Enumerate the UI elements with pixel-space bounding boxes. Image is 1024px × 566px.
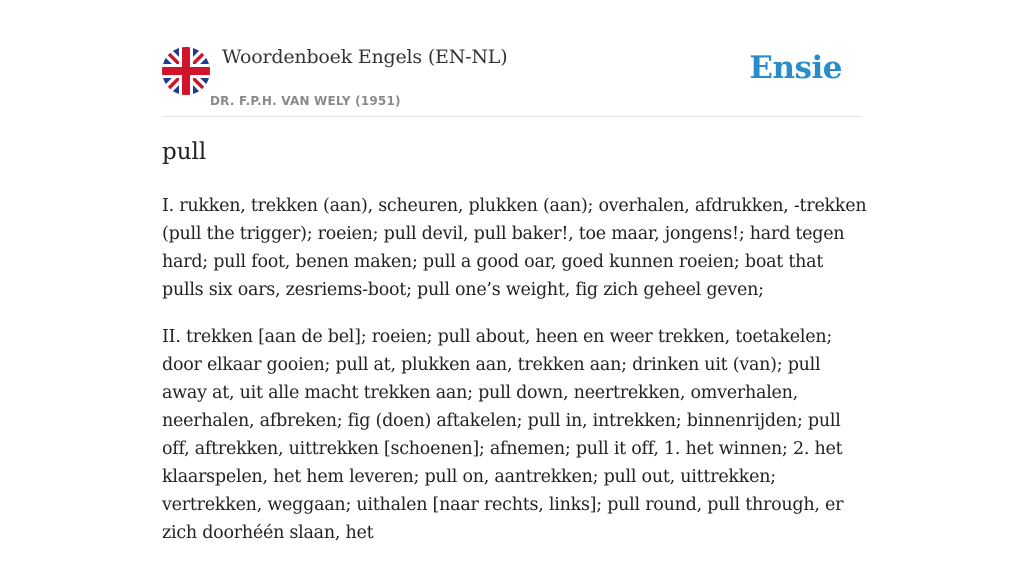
dictionary-title[interactable]: Woordenboek Engels (EN-NL) (222, 46, 508, 68)
dictionary-author: DR. F.P.H. VAN WELY (1951) (210, 94, 401, 108)
definition-paragraph: I. rukken, trekken (aan), scheuren, plukken (aan); overhalen, afdrukken, -trekken (pull the trigger); roeien; pull devil, pull baker!, toe maar, jongens!; hard tegen hard; pull foot, benen maken; pull a good oar, goed kunnen roeien; boat that pulls six oars, zesriems-boot; pull one’s weight, fig zich geheel geven; (162, 196, 867, 300)
dictionary-header (162, 46, 862, 117)
entry-headword: pull (162, 139, 207, 165)
brand-logo-link[interactable]: Ensie (749, 50, 842, 86)
definition-paragraph: II. trekken [aan de bel]; roeien; pull about, heen en weer trekken, toetakelen; door elkaar gooien; pull at, plukken aan, trekken aan; drinken uit (van); pull away at, uit alle macht trekken aan; pull down, neertrekken, omverhalen, neerhalen, afbreken; fig (doen) aftakelen; pull in, intrekken; binnenrijden; pull off, aftrekken, uittrekken [schoenen]; afnemen; pull it off, 1. het winnen; 2. het klaarspelen, het hem leveren; pull on, aantrekken; pull out, uittrekken; vertrekken, weggaan; uithalen [naar rechts, links]; pull round, pull through, er zich doorhéén slaan, het (162, 327, 844, 543)
entry-definitions (162, 192, 867, 566)
uk-flag-icon (162, 47, 210, 95)
